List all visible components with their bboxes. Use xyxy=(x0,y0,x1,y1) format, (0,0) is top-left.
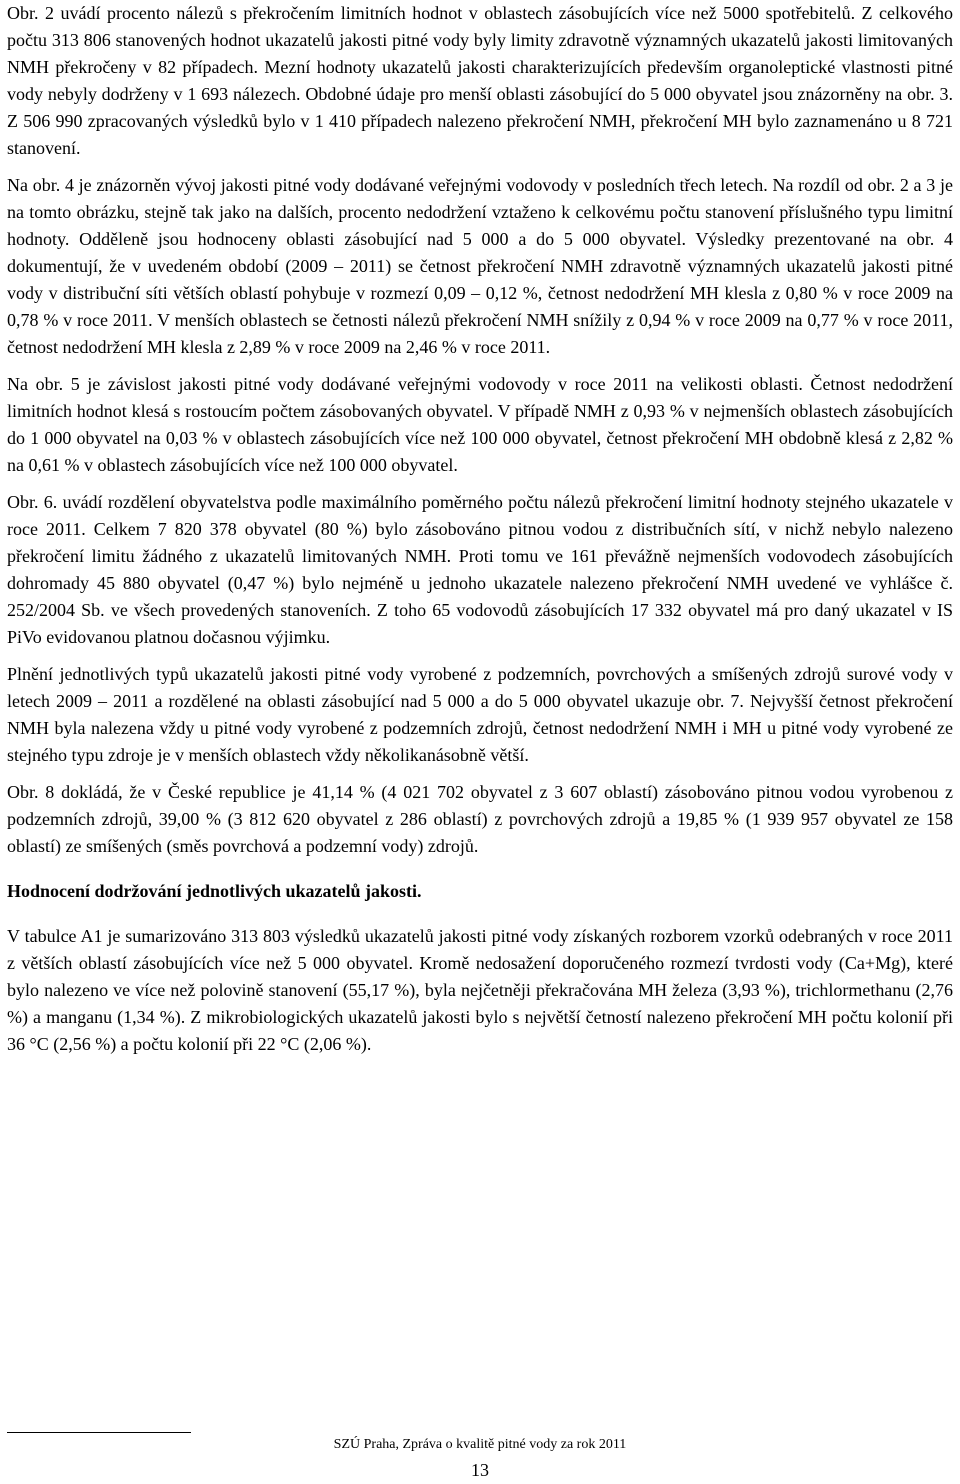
paragraph-obr2: Obr. 2 uvádí procento nálezů s překročením limitních hodnot v oblastech zásobujících více než 5000 spotřebitelů. Z celkového počtu 313 806 stanovených hodnot ukazatelů jakosti pitné vody byly limity zdravotně významných ukazatelů jakosti limitovaných NMH překročeny v 82 případech. Mezní hodnoty ukazatelů jakosti charakterizujících především organoleptické vlastnosti pitné vody nebyly dodrženy v 1 693 nálezech. Obdobné údaje pro menší oblasti zásobující do 5 000 obyvatel jsou znázorněny na obr. 3. Z 506 990 zpracovaných výsledků bylo v 1 410 případech nalezeno překročení NMH, překročení MH bylo zaznamenáno u 8 721 stanovení. xyxy=(7,3,953,158)
footer-divider xyxy=(7,1432,191,1433)
document-page xyxy=(7,0,953,1058)
paragraph-obr8: Obr. 8 dokládá, že v České republice je 41,14 % (4 021 702 obyvatel z 3 607 oblastí) zásobováno pitnou vodou vyrobenou z podzemních zdrojů, 39,00 % (3 812 620 obyvatel z 286 oblastí) z povrchových zdrojů a 19,85 % (1 939 957 obyvatel ze 158 oblastí) ze smíšených (směs povrchová a podzemní vody) zdrojů. xyxy=(7,782,953,856)
page-number: 13 xyxy=(471,1460,489,1480)
paragraph-obr7: Plnění jednotlivých typů ukazatelů jakosti pitné vody vyrobené z podzemních, povrchových a smíšených zdrojů surové vody v letech 2009 – 2011 a rozdělené na oblasti zásobující nad 5 000 a do 5 000 obyvatel ukazuje obr. 7. Nejvyšší četnost překročení NMH byla nalezena vždy u pitné vody vyrobené z podzemních zdrojů, četnost nedodržení NMH i MH u pitné vody vyrobené ze stejného typu zdroje je v menších oblastech vždy několikanásobně větší. xyxy=(7,664,953,765)
paragraph-obr4: Na obr. 4 je znázorněn vývoj jakosti pitné vody dodávané veřejnými vodovody v posledních třech letech. Na rozdíl od obr. 2 a 3 je na tomto obrázku, stejně tak jako na dalších, procento nedodržení vztaženo k celkovému počtu stanovení příslušného typu limitní hodnoty. Odděleně jsou hodnoceny oblasti zásobující nad 5 000 a do 5 000 obyvatel. Výsledky prezentované na obr. 4 dokumentují, že v uvedeném období (2009 – 2011) se četnost překročení NMH zdravotně významných ukazatelů jakosti pitné vody v distribuční síti větších oblastí pohybuje v rozmezí 0,09 – 0,12 %, četnost nedodržení MH klesla z 0,80 % v roce 2009 na 0,78 % v roce 2011. V menších oblastech se četnosti nálezů překročení NMH snížily z 0,94 % v roce 2009 na 0,77 % v roce 2011, četnost nedodržení MH klesla z 2,89 % v roce 2009 na 2,46 % v roce 2011. xyxy=(7,175,953,357)
paragraph-table-a1: V tabulce A1 je sumarizováno 313 803 výsledků ukazatelů jakosti pitné vody získaných rozborem vzorků odebraných v roce 2011 z větších oblastí zásobujících více než 5 000 obyvatel. Kromě nedosažení doporučeného rozmezí tvrdosti vody (Ca+Mg), které bylo nalezeno ve více než polovině stanovení (55,17 %), byla nejčetněji překračována MH železa (3,93 %), trichlormethanu (2,76 %) a manganu (1,34 %). Z mikrobiologických ukazatelů jakosti bylo s největší četností nalezeno překročení MH počtu kolonií při 36 °C (2,56 %) a počtu kolonií při 22 °C (2,06 %). xyxy=(7,926,953,1054)
paragraph-obr5: Na obr. 5 je závislost jakosti pitné vody dodávané veřejnými vodovody v roce 2011 na velikosti oblasti. Četnost nedodržení limitních hodnot klesá s rostoucím počtem zásobovaných obyvatel. V případě NMH z 0,93 % v nejmenších oblastech zásobujících do 1 000 obyvatel na 0,03 % v oblastech zásobujících více než 100 000 obyvatel, četnost překročení MH obdobně klesá z 2,82 % na 0,61 % v oblastech zásobujících více než 100 000 obyvatel. xyxy=(7,374,953,475)
paragraph-obr6: Obr. 6. uvádí rozdělení obyvatelstva podle maximálního poměrného počtu nálezů překročení limitní hodnoty stejného ukazatele v roce 2011. Celkem 7 820 378 obyvatel (80 %) bylo zásobováno pitnou vodou z distribučních sítí, v nichž nebylo nalezeno překročení limitu žádného z ukazatelů limitovaných NMH. Proti tomu ve 161 převážně nejmenších vodovodech zásobujících dohromady 45 880 obyvatel (0,47 %) bylo nejméně u jednoho ukazatele nalezeno překročení NMH uvedené ve vyhlášce č. 252/2004 Sb. ve všech provedených stanoveních. Z toho 65 vodovodů zásobujících 17 332 obyvatel má pro daný ukazatel v IS PiVo evidovanou platnou dočasnou výjimku. xyxy=(7,492,953,647)
footer-title: SZÚ Praha, Zpráva o kvalitě pitné vody za rok 2011 xyxy=(333,1437,627,1452)
section-heading: Hodnocení dodržování jednotlivých ukazatelů jakosti. xyxy=(7,881,422,901)
